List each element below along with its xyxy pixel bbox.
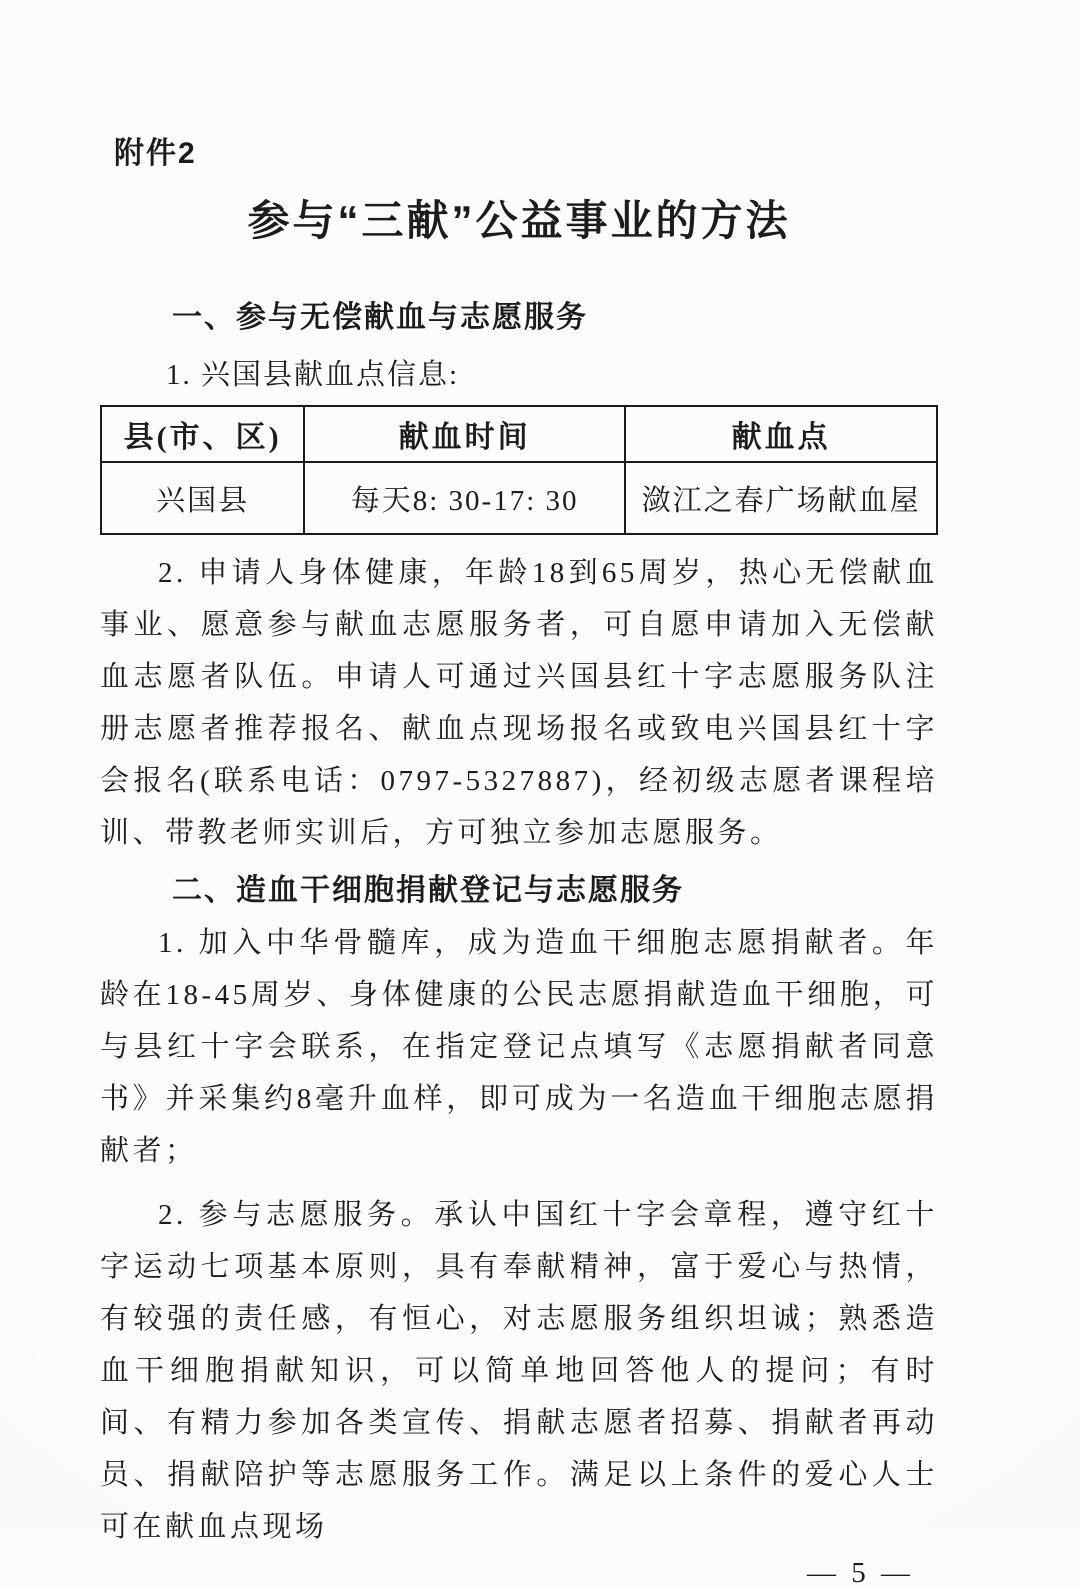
table-cell-county: 兴国县 (101, 462, 304, 534)
table-header-county: 县(市、区) (101, 406, 304, 462)
table-header-point: 献血点 (625, 406, 937, 462)
section-two-paragraph-2: 2. 参与志愿服务。承认中国红十字会章程，遵守红十字运动七项基本原则，具有奉献精神，富于爱心与热情，有较强的责任感，有恒心，对志愿服务组织坦诚；熟悉造血干细胞捐献知识，可以简单地回答他人的提问；有时间、有精力参加各类宣传、捐献志愿者招募、捐献者再动员、捐献陪护等志愿服务工作。满足以上条件的爱心人士可在献血点现场 (100, 1199, 938, 1543)
table-cell-point: 潋江之春广场献血屋 (625, 462, 937, 534)
section-one-paragraph-2: 2. 申请人身体健康，年龄18到65周岁，热心无偿献血事业、愿意参与献血志愿服务者，可自愿申请加入无偿献血志愿者队伍。申请人可通过兴国县红十字志愿服务队注册志愿者推荐报名、献血点现场报名或致电兴国县红十字会报名(联系电话：0797-5327887)，经初级志愿者课程培训、带教老师实训后，方可独立参加志愿服务。 (100, 557, 938, 849)
attachment-label: 附件2 (114, 137, 197, 170)
blood-point-table (100, 405, 938, 535)
document-title: 参与“三献”公益事业的方法 (247, 197, 791, 244)
table-row (101, 462, 937, 534)
section-one-heading: 一、参与无偿献血与志愿服务 (172, 301, 588, 334)
section-two-paragraph-1: 1. 加入中华骨髓库，成为造血干细胞志愿捐献者。年龄在18-45周岁、身体健康的公民志愿捐献造血干细胞，可与县红十字会联系，在指定登记点填写《志愿捐献者同意书》并采集约8毫升血样，即可成为一名造血干细胞志愿捐献者； (100, 927, 938, 1167)
blood-point-info-label: 1. 兴国县献血点信息: (166, 359, 460, 391)
section-two-heading: 二、造血干细胞捐献登记与志愿服务 (172, 874, 684, 907)
table-cell-time: 每天8: 30-17: 30 (304, 462, 625, 534)
table-header-row (101, 406, 937, 462)
page-number: — 5 — (807, 1557, 914, 1589)
table-header-time: 献血时间 (304, 406, 625, 462)
